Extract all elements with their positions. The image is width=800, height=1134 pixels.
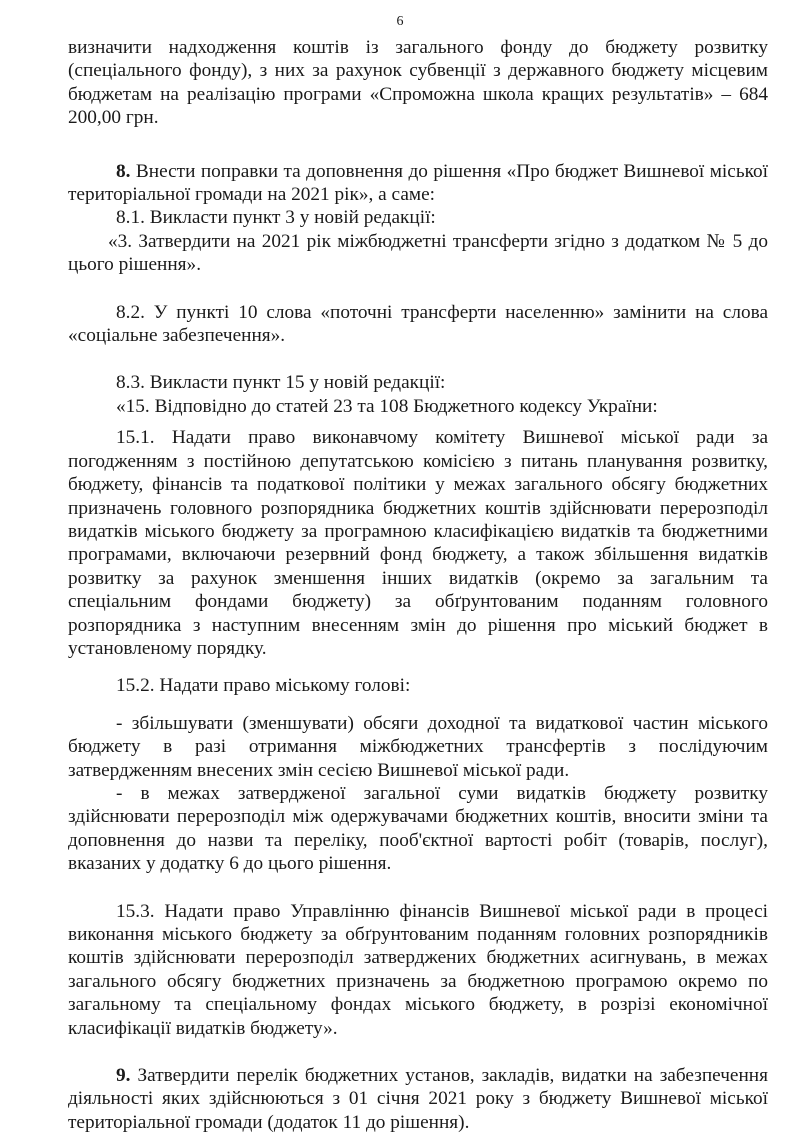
- paragraph-item-15-2-b: - в межах затвердженої загальної суми видатків бюджету розвитку здійснювати перерозподіл між одержувачами бюджетних коштів, вносити зміни та доповнення до назви та переліку, пооб'єктної вартості робіт (товарів, послуг), вказаних у додатку 6 до цього рішення.: [68, 782, 768, 875]
- paragraph-item-15-2-a: - збільшувати (зменшувати) обсяги доходної та видаткової частин міського бюджету в разі отримання міжбюджетних трансфертів з послідуючим затвердженням внесених змін сесією Вишневої міської ради.: [68, 712, 768, 781]
- item-8-number: 8.: [116, 160, 131, 182]
- paragraph-item-15-2: 15.2. Надати право міському голові:: [116, 675, 411, 697]
- page-number: 6: [396, 14, 404, 29]
- paragraph-item-8-2: 8.2. У пункті 10 слова «поточні трансферти населенню» замінити на слова «соціальне забезпечення».: [68, 301, 768, 347]
- item-9-text: Затвердити перелік бюджетних установ, закладів, видатки на забезпечення діяльності яких здійснюються з 01 січня 2021 року з бюджету Вишневої міської територіальної громади (додаток 11 до рішення).: [68, 1065, 768, 1133]
- paragraph-item-15-3: 15.3. Надати право Управлінню фінансів Вишневої міської ради в процесі виконання міського бюджету за обґрунтованим поданням головних розпорядників коштів здійснювати перерозподіл затверджених бюджетних асигнувань, в межах загального обсягу бюджетних призначень за бюджетною програмою окремо по загальному та спеціальному фондах міського бюджету, в розрізі економічної класифікації видатків бюджету».: [68, 900, 768, 1039]
- paragraph-item-8-1-text: «3. Затвердити на 2021 рік міжбюджетні трансферти згідно з додатком № 5 до цього рішення».: [68, 230, 768, 276]
- item-9-number: 9.: [116, 1065, 131, 1087]
- paragraph-item-15-intro: «15. Відповідно до статей 23 та 108 Бюджетного кодексу України:: [116, 395, 658, 417]
- paragraph-item-9: [68, 1064, 768, 1134]
- paragraph-item-15-1: 15.1. Надати право виконавчому комітету Вишневої міської ради за погодженням з постійною депутатською комісією з питань планування розвитку, бюджету, фінансів та податкової політики у межах загального обсягу бюджетних призначень головного розпорядника бюджетних коштів здійснювати перерозподіл видатків міського бюджету за програмною класифікацією видатків та бюджетними програмами, включаючи резервний фонд бюджету, а також збільшення видатків розвитку за рахунок зменшення інших видатків (окремо за загальним та спеціальним фондами бюджету) за обґрунтованим поданням головного розпорядника з наступним внесенням змін до рішення про міський бюджет в установленому порядку.: [68, 427, 768, 659]
- paragraph-revenue-allocation: визначити надходження коштів із загального фонду до бюджету розвитку (спеціального фонду), з них за рахунок субвенції з державного бюджету місцевим бюджетам на реалізацію програми «Спроможна школа кращих результатів» – 684 200,00 грн.: [68, 37, 768, 129]
- document-body: [68, 36, 768, 1134]
- paragraph-item-8-3: 8.3. Викласти пункт 15 у новій редакції:: [116, 372, 446, 394]
- item-8-text: Внести поправки та доповнення до рішення «Про бюджет Вишневої міської територіальної громади на 2021 рік», а саме:: [68, 160, 768, 206]
- paragraph-item-8-1: 8.1. Викласти пункт 3 у новій редакції:: [116, 207, 436, 229]
- paragraph-item-8: [68, 160, 768, 207]
